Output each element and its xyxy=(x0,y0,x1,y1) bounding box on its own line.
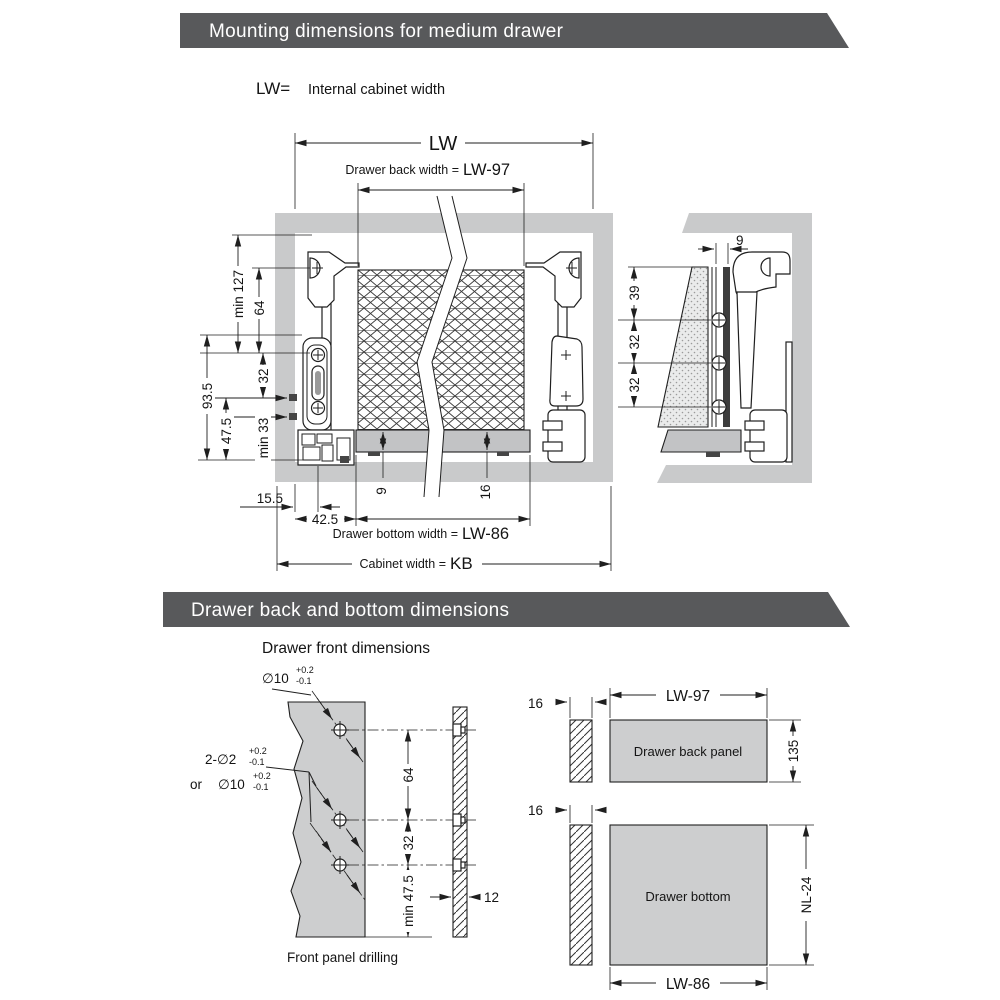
cabinet-width-prefix: Cabinet width = xyxy=(359,557,446,571)
back-panel-width: LW-97 xyxy=(665,688,711,705)
bottom-width-prefix: Drawer bottom width = xyxy=(332,527,458,541)
panel-cross-section xyxy=(453,707,467,937)
cabinet-top-band xyxy=(682,213,812,233)
drilling-view xyxy=(190,640,499,965)
cabinet-bottom-band xyxy=(657,465,812,483)
screw-icon xyxy=(312,349,325,362)
runner-pin xyxy=(289,413,297,420)
cabinet-width-value: KB xyxy=(450,554,473,573)
dim-lw-label: LW xyxy=(428,133,458,155)
section2 xyxy=(163,592,850,993)
back-panel-view xyxy=(528,688,801,782)
front-panel-face xyxy=(288,702,365,937)
hole1-label: ∅10 xyxy=(262,671,289,686)
dims-drilling xyxy=(400,730,416,937)
dim-15-5: 15.5 xyxy=(256,491,283,506)
dim-min33: min 33 xyxy=(256,417,271,459)
screw-icon xyxy=(712,313,726,327)
dim-32a: 32 xyxy=(627,334,642,350)
hole23-alt-tol-plus: +0.2 xyxy=(253,771,271,781)
back-width-prefix: Drawer back width = xyxy=(345,163,459,177)
screw-icon xyxy=(712,400,726,414)
dim-47-5: 47.5 xyxy=(219,417,234,445)
bottom-panel-label: Drawer bottom xyxy=(645,889,731,904)
dim-39: 39 xyxy=(627,285,642,301)
screw-icon xyxy=(312,402,325,415)
drawer-side-profile xyxy=(733,252,792,462)
back-width-value: LW-97 xyxy=(463,161,511,179)
dim-64: 64 xyxy=(252,300,267,316)
screw-icon xyxy=(712,356,726,370)
dim-12: 12 xyxy=(484,890,500,905)
hole1-tol-minus: -0.1 xyxy=(296,676,312,686)
drilling-title: Drawer front dimensions xyxy=(262,640,430,657)
back-panel-thickness-label: 16 xyxy=(528,696,544,711)
side-view xyxy=(618,213,812,483)
dim-16: 16 xyxy=(478,484,493,500)
dim-side-9-label: 9 xyxy=(736,233,744,248)
back-panel-label: Drawer back panel xyxy=(633,744,743,759)
cabinet-back-band xyxy=(792,233,812,465)
drilling-caption: Front panel drilling xyxy=(287,950,399,965)
hole1-tol-plus: +0.2 xyxy=(296,665,314,675)
right-runner-assembly xyxy=(526,252,585,462)
hole23-tol-minus: -0.1 xyxy=(249,757,265,767)
back-panel-height: 135 xyxy=(786,739,801,763)
section1-banner-title: Mounting dimensions for medium drawer xyxy=(209,21,564,42)
hole23-tol-plus: +0.2 xyxy=(249,746,267,756)
dim-drill-min475: min 47.5 xyxy=(401,875,416,927)
dim-drill-64: 64 xyxy=(401,767,416,783)
dim-93-5: 93.5 xyxy=(200,382,215,410)
hole23-alt-label: ∅10 xyxy=(218,777,245,792)
front-view xyxy=(198,133,613,573)
bottom-panel-height: NL-24 xyxy=(799,876,814,914)
legend-symbol: LW= xyxy=(256,79,291,98)
dim-42-5: 42.5 xyxy=(311,512,339,527)
bottom-width-value: LW-86 xyxy=(462,525,510,543)
legend-text: Internal cabinet width xyxy=(308,82,446,98)
drawer-bottom-section xyxy=(661,430,741,452)
dim-32b: 32 xyxy=(627,377,642,393)
left-runner-assembly xyxy=(289,252,359,465)
runner-pin xyxy=(289,394,297,401)
bottom-panel-view xyxy=(528,803,814,993)
dim-min127: min 127 xyxy=(231,269,246,319)
hole23-label: 2-∅2 xyxy=(205,752,237,767)
dim-drill-32: 32 xyxy=(401,835,416,851)
bottom-panel-width: LW-86 xyxy=(665,976,711,993)
back-panel-section-bar xyxy=(570,720,592,782)
hole23-alt-tol-minus: -0.1 xyxy=(253,782,269,792)
front-panel-section xyxy=(658,267,708,427)
bottom-panel-thickness-label: 16 xyxy=(528,803,544,818)
section1 xyxy=(180,13,849,573)
section2-banner-title: Drawer back and bottom dimensions xyxy=(191,600,510,621)
hole23-alt-prefix: or xyxy=(190,777,203,792)
dim-9: 9 xyxy=(374,487,389,495)
bottom-panel-section-bar xyxy=(570,825,592,965)
dim-32: 32 xyxy=(256,368,271,384)
